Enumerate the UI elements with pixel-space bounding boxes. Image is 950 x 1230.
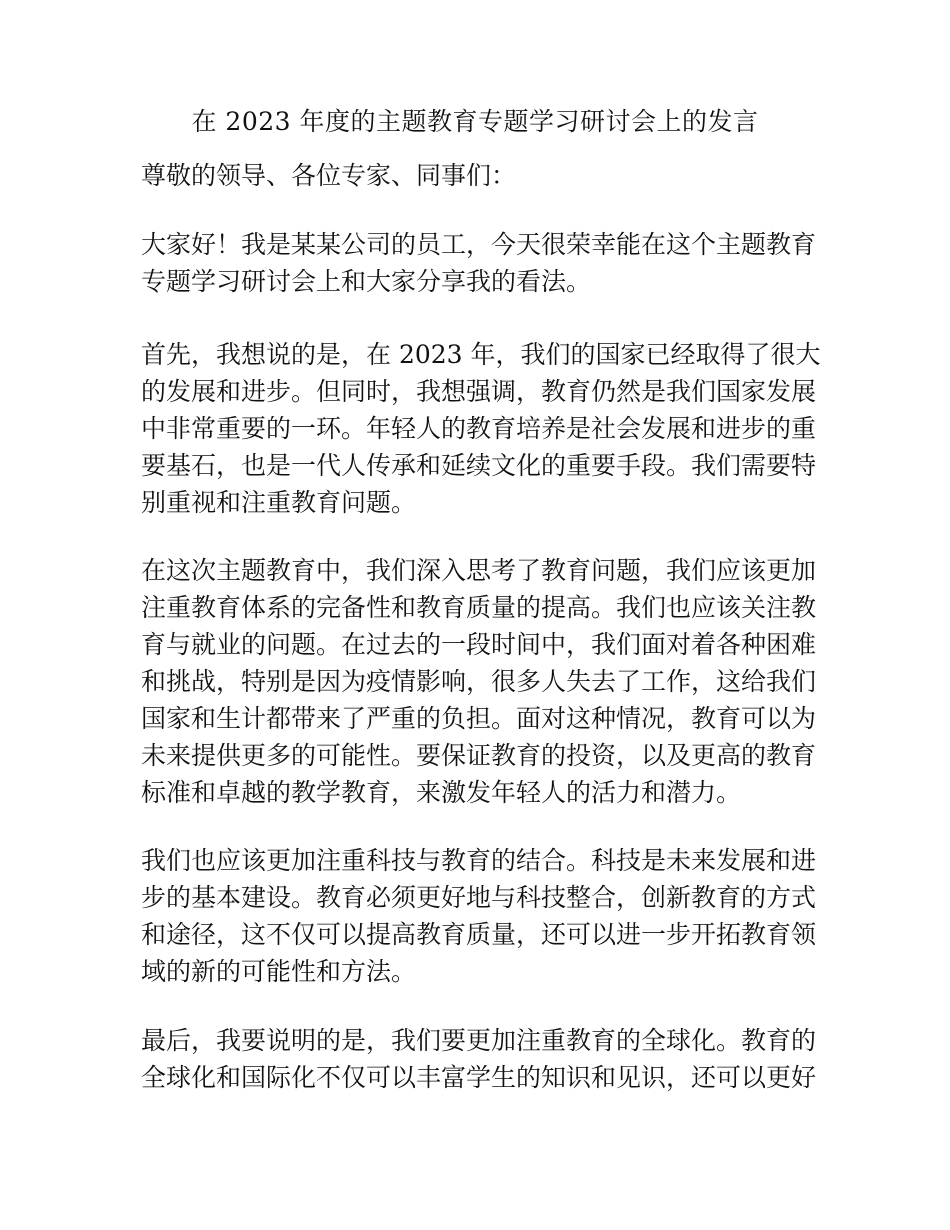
paragraph-1 bbox=[141, 226, 817, 300]
paragraph-line: 首先，我想说的是，在 2023 年，我们的国家已经取得了很大 bbox=[141, 340, 821, 369]
paragraph-line: 我们也应该更加注重科技与教育的结合。科技是未来发展和进 bbox=[141, 846, 817, 875]
paragraph-line: 最后，我要说明的是，我们要更加注重教育的全球化。教育的 bbox=[141, 1026, 817, 1055]
paragraph-line: 步的基本建设。教育必须更好地与科技整合，创新教育的方式 bbox=[141, 883, 817, 912]
paragraph-line: 大家好！我是某某公司的员工，今天很荣幸能在这个主题教育 bbox=[141, 230, 817, 259]
paragraph-line: 域的新的可能性和方法。 bbox=[141, 957, 417, 986]
paragraph-3 bbox=[141, 552, 817, 811]
paragraph-line: 和途径，这不仅可以提高教育质量，还可以进一步开拓教育领 bbox=[141, 920, 817, 949]
paragraph-line: 在这次主题教育中，我们深入思考了教育问题，我们应该更加 bbox=[141, 556, 817, 585]
paragraph-4 bbox=[141, 842, 817, 990]
paragraph-line: 要基石，也是一代人传承和延续文化的重要手段。我们需要特 bbox=[141, 451, 817, 480]
salutation-line: 尊敬的领导、各位专家、同事们： bbox=[141, 161, 517, 190]
paragraph-line: 和挑战，特别是因为疫情影响，很多人失去了工作，这给我们 bbox=[141, 667, 817, 696]
paragraph-line: 专题学习研讨会上和大家分享我的看法。 bbox=[141, 267, 592, 296]
paragraph-line: 的发展和进步。但同时，我想强调，教育仍然是我们国家发展 bbox=[141, 377, 817, 406]
paragraph-line: 未来提供更多的可能性。要保证教育的投资，以及更高的教育 bbox=[141, 741, 817, 770]
paragraph-line: 育与就业的问题。在过去的一段时间中，我们面对着各种困难 bbox=[141, 630, 817, 659]
paragraph-line: 全球化和国际化不仅可以丰富学生的知识和见识，还可以更好 bbox=[141, 1063, 817, 1092]
paragraph-5 bbox=[141, 1022, 817, 1096]
paragraph-line: 别重视和注重教育问题。 bbox=[141, 488, 417, 517]
paragraph-line: 国家和生计都带来了严重的负担。面对这种情况，教育可以为 bbox=[141, 704, 817, 733]
paragraph-2 bbox=[141, 336, 821, 521]
paragraph-line: 中非常重要的一环。年轻人的教育培养是社会发展和进步的重 bbox=[141, 414, 817, 443]
paragraph-line: 标准和卓越的教学教育，来激发年轻人的活力和潜力。 bbox=[141, 778, 742, 807]
salutation bbox=[141, 157, 811, 194]
document-title: 在 2023 年度的主题教育专题学习研讨会上的发言 bbox=[191, 107, 759, 136]
paragraph-line: 注重教育体系的完备性和教育质量的提高。我们也应该关注教 bbox=[141, 593, 817, 622]
